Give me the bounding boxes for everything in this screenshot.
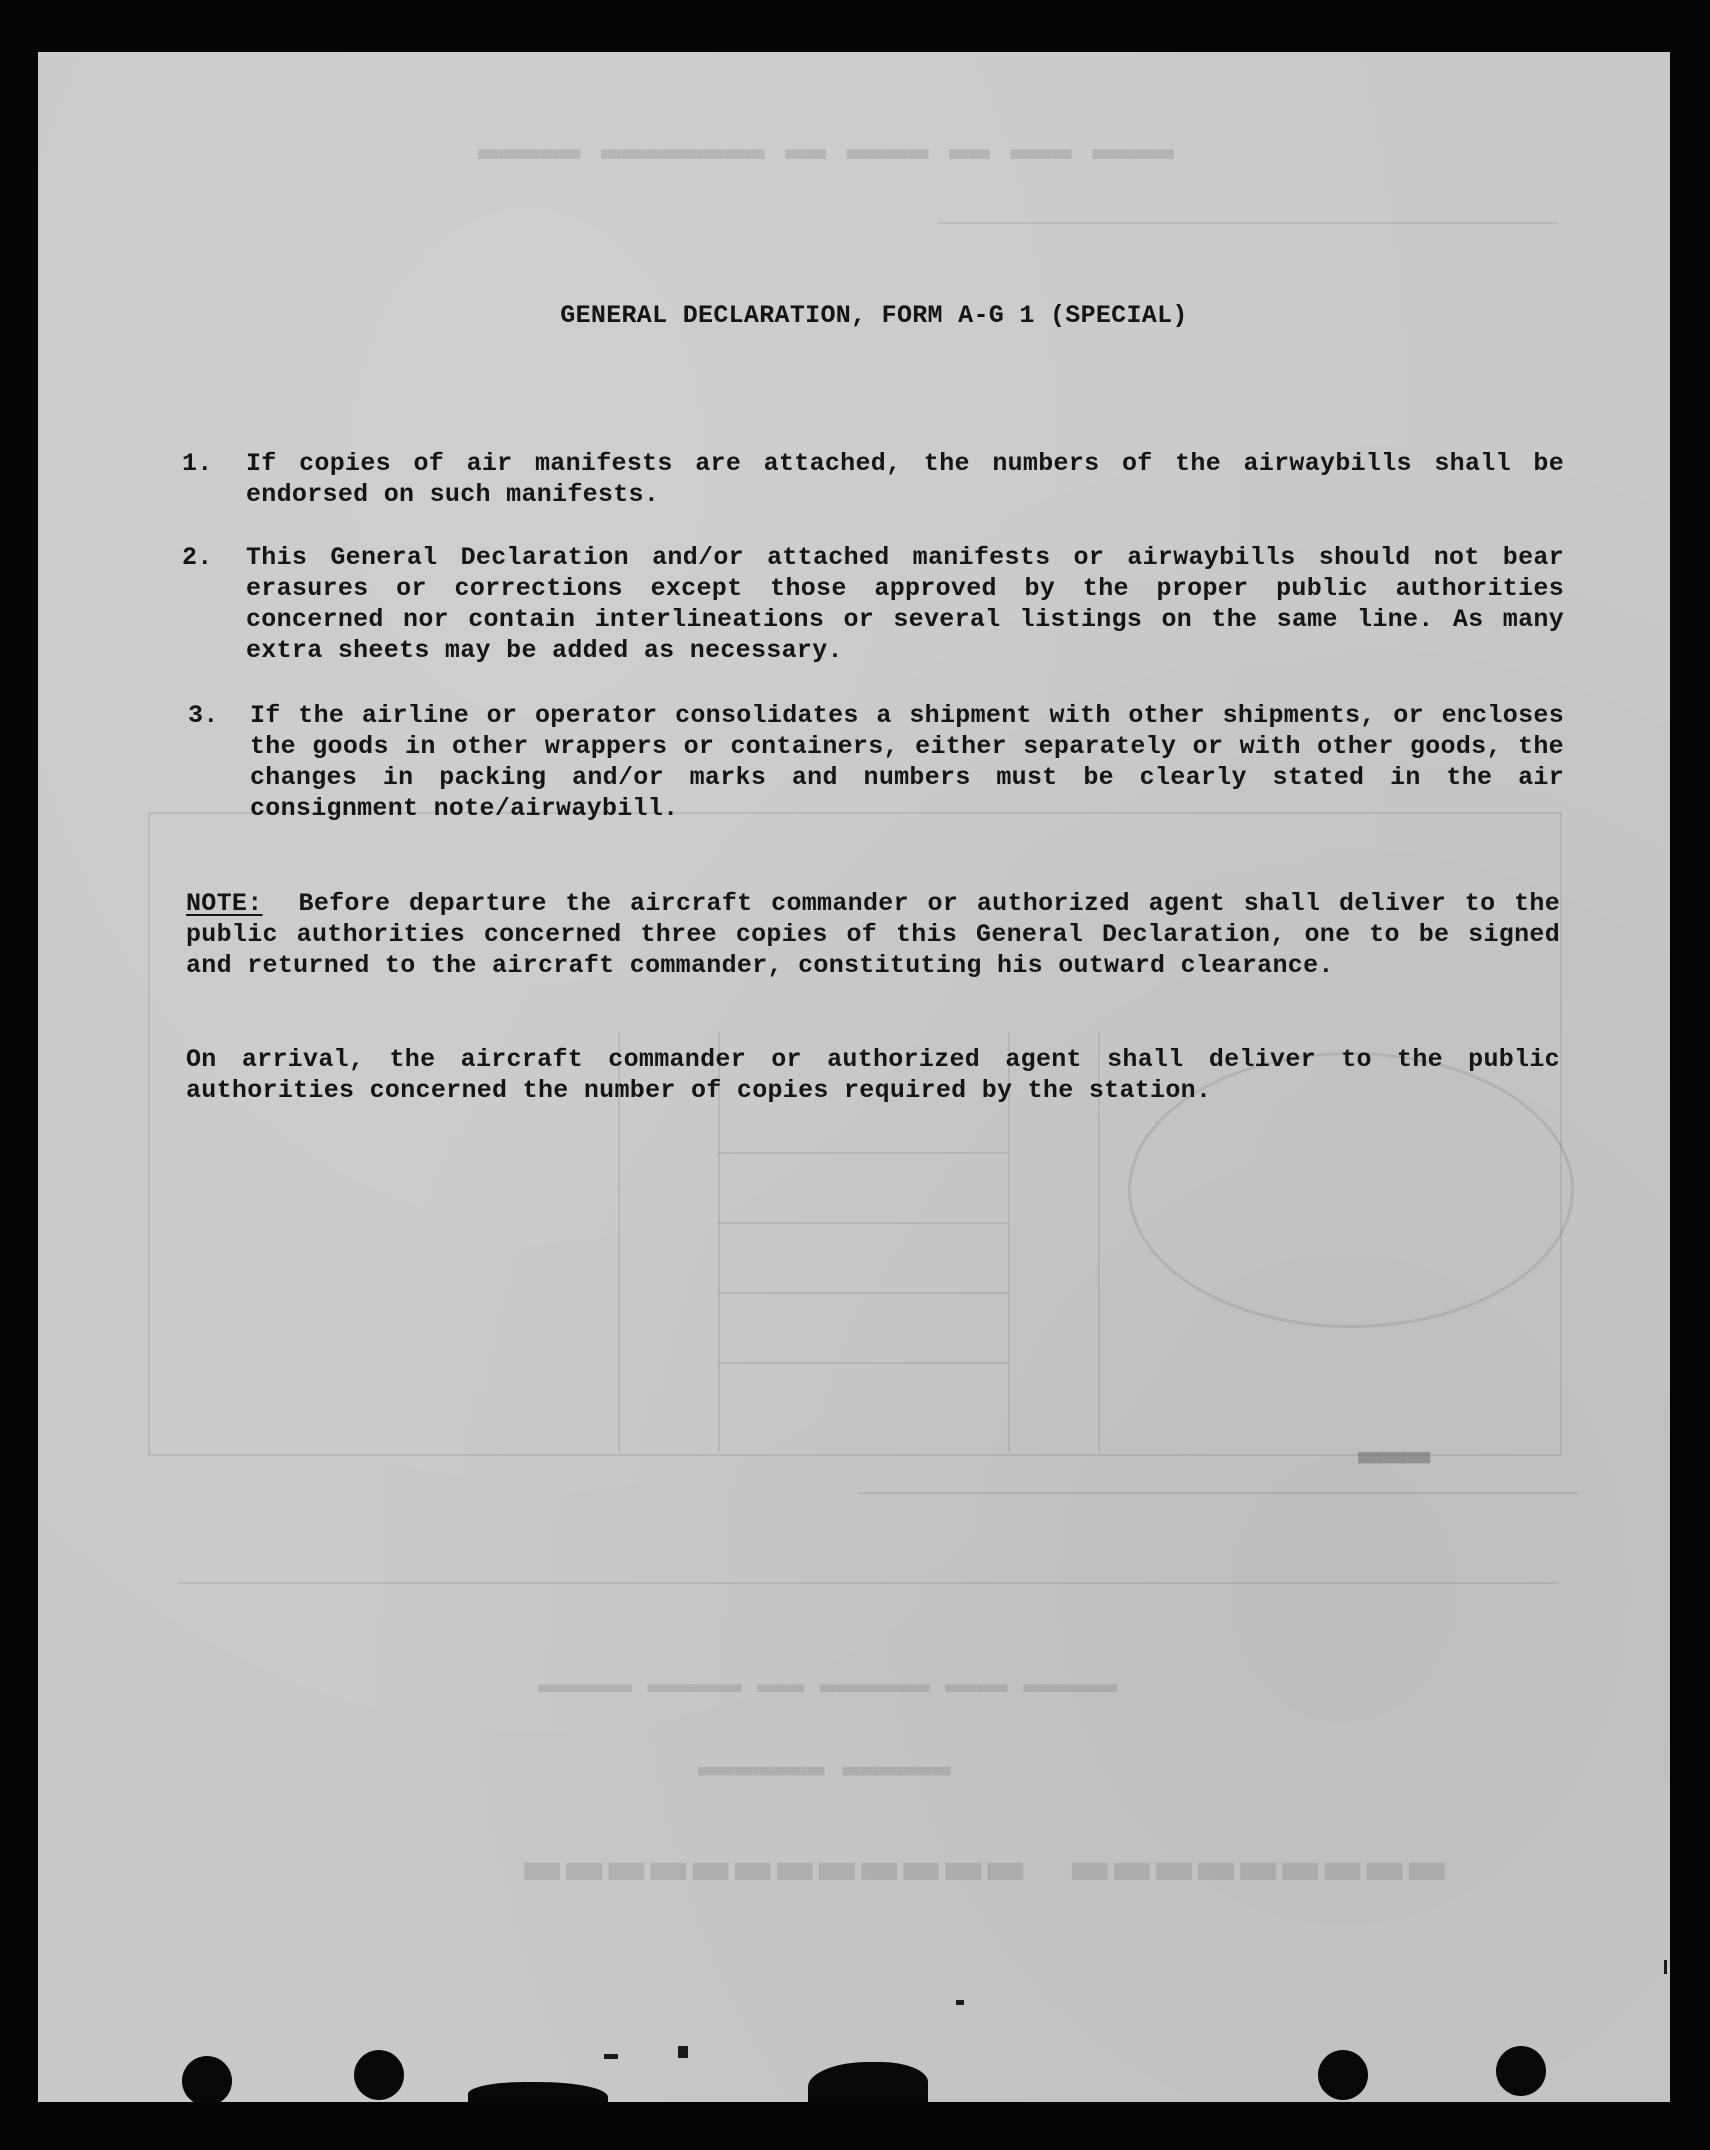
ink-speck (678, 2046, 688, 2058)
show-through-rule (718, 1292, 1008, 1294)
ink-speck (1664, 1960, 1667, 1974)
punch-hole (1318, 2050, 1368, 2100)
torn-edge (468, 2082, 608, 2102)
punch-hole (354, 2050, 404, 2100)
arrival-paragraph: On arrival, the aircraft commander or authorized agent shall deliver to the public authorities concerned the number of copies required by the station. (186, 1045, 1560, 1105)
list-item-text: If copies of air manifests are attached, the numbers of the airwaybills shall be endorsed on such manifests. (246, 449, 1564, 509)
show-through-rule (178, 1582, 1558, 1584)
show-through-rule (938, 222, 1558, 224)
punch-hole (1496, 2046, 1546, 2096)
document-title: GENERAL DECLARATION, FORM A-G 1 (SPECIAL) (560, 301, 1188, 330)
ink-speck (956, 2000, 964, 2005)
show-through-rule (718, 1362, 1008, 1364)
show-through-rule (718, 1152, 1008, 1154)
note-label: NOTE: (186, 889, 263, 918)
show-through-rule (858, 1492, 1578, 1494)
note-text: Before departure the aircraft commander or authorized agent shall deliver to the public authorities concerned three copies of this General Declaration, one to be signed and returned to the aircraft commander, constituting his outward clearance. (186, 889, 1560, 980)
list-item-number: 1. (182, 449, 213, 478)
punch-hole (182, 2056, 232, 2102)
note-paragraph (186, 888, 1560, 981)
ink-speck (604, 2054, 618, 2059)
list-item-number: 2. (182, 543, 213, 572)
show-through-heading: ▬▬▬▬▬▬▬▬▬ ▬▬▬▬▬▬▬▬▬▬▬▬ (518, 1832, 1445, 1902)
list-item (182, 700, 1564, 824)
show-through-heading: ▬▬▬▬▬▬ ▬▬▬▬▬▬▬ (698, 1752, 951, 1787)
list-item-text: This General Declaration and/or attached manifests or airwaybills should not bear erasures or corrections except those approved by the proper public authorities concerned nor contain interlineations or several listings on the same line. As many extra sheets may be added as necessary. (246, 543, 1564, 665)
show-through-heading: ▬▬▬▬▬▬ ▬▬▬▬ ▬▬▬▬▬▬▬ ▬▬▬ ▬▬▬▬▬▬ ▬▬▬▬▬▬ (538, 1672, 1118, 1702)
show-through-number: ▬▬▬ (1358, 1432, 1431, 1478)
show-through-heading: ▬▬▬▬ ▬▬▬ ▬▬ ▬▬▬▬ ▬▬ ▬▬▬▬▬▬▬▬ ▬▬▬▬▬ (478, 132, 1174, 172)
document-page (38, 52, 1670, 2102)
list-item (182, 448, 1564, 510)
show-through-rule (718, 1222, 1008, 1224)
list-item-text: If the airline or operator consolidates a shipment with other shipments, or encloses the goods in other wrappers or containers, either separately or with other goods, the changes in packing and/or marks and numbers must be clearly stated in the air consignment note/airwaybill. (250, 701, 1564, 823)
list-item (182, 542, 1564, 666)
list-item-number: 3. (188, 701, 219, 730)
torn-edge (808, 2062, 928, 2102)
